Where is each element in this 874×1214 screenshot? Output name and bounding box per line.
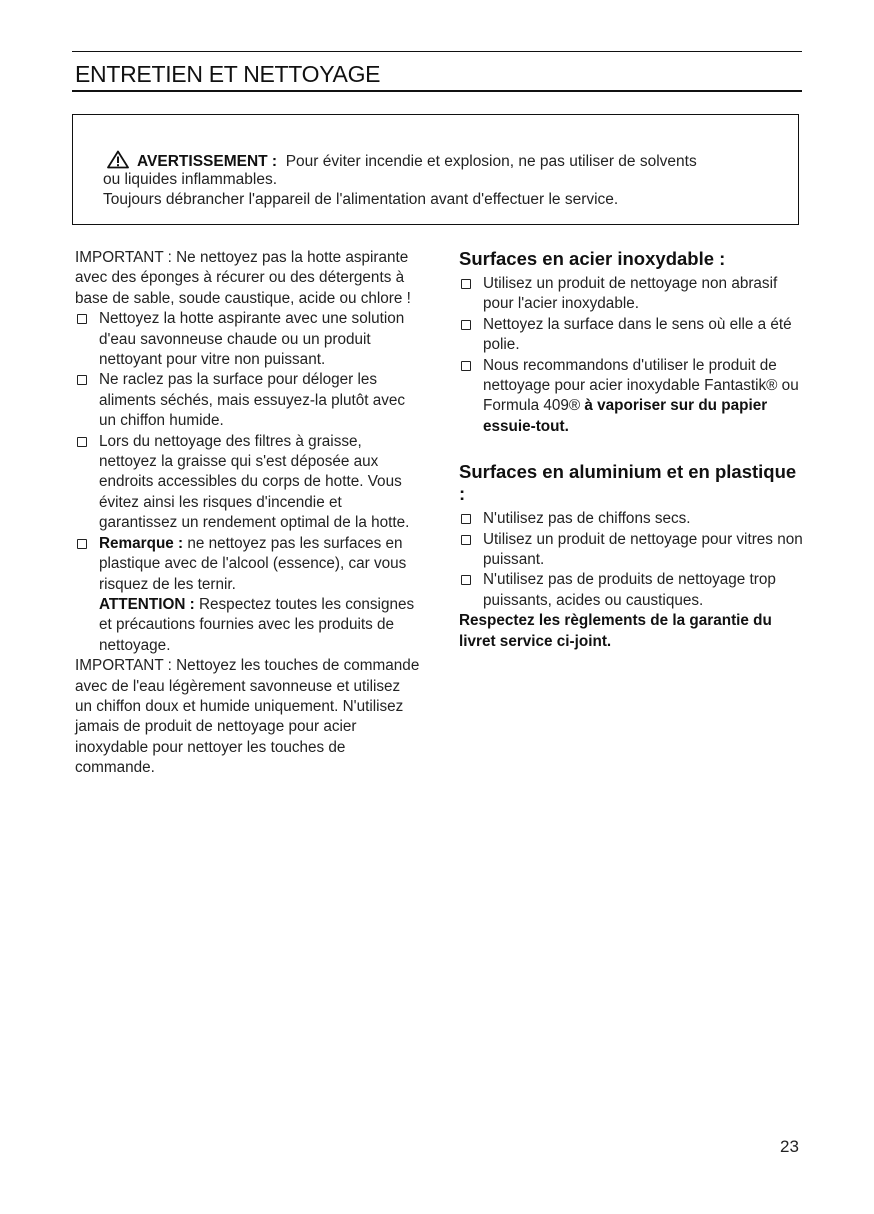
remark-text: ne nettoyez pas les surfaces en plastique avec de l'alcool (essence), car vous risquez de les ternir. [99, 534, 407, 593]
warning-box [72, 114, 799, 225]
checkbox-icon [77, 437, 87, 447]
checkbox-icon [461, 361, 471, 371]
remark-label: Remarque : [99, 534, 184, 552]
bullet-text: Lors du nettoyage des filtres à graisse, nettoyez la graisse qui s'est déposée aux endroits accessibles du corps de hotte. Vous évitez ainsi les risques d'incendie et garantissez un rendement optimal de la hotte. [99, 432, 410, 532]
bullet-item [459, 274, 804, 315]
page-title: ENTRETIEN ET NETTOYAGE [75, 61, 381, 87]
attention-label: ATTENTION : [99, 595, 195, 613]
checkbox-icon [77, 314, 87, 324]
checkbox-icon [461, 514, 471, 524]
bullet-item [75, 370, 420, 431]
bullet-text: Utilisez un produit de nettoyage pour vitres non puissant. [483, 530, 803, 569]
page-number: 23 [780, 1137, 799, 1156]
checkbox-icon [461, 320, 471, 330]
aluminium-heading: Surfaces en aluminium et en plastique : [459, 461, 797, 505]
steel-bullet-list [459, 274, 804, 437]
checkbox-icon [461, 535, 471, 545]
warning-line-3: Toujours débrancher l'appareil de l'alimentation avant d'effectuer le service. [103, 191, 619, 208]
bullet-item [75, 309, 420, 370]
bullet-text: Nettoyez la surface dans le sens où elle a été polie. [483, 315, 792, 354]
aluminium-bullet-list [459, 509, 804, 611]
bullet-item [459, 315, 804, 356]
bullet-text: Ne raclez pas la surface pour déloger les aliments séchés, mais essuyez-la plutôt avec un chiffon humide. [99, 371, 406, 430]
warning-label: AVERTISSEMENT : [137, 153, 278, 170]
steel-heading: Surfaces en acier inoxydable : [459, 248, 726, 269]
checkbox-icon [77, 539, 87, 549]
bullet-item [459, 530, 804, 571]
important-paragraph-1: IMPORTANT : Ne nettoyez pas la hotte aspirante avec des éponges à récurer ou des détergents à base de sable, soude caustique, acide ou chlore ! [75, 249, 411, 307]
header-bottom-rule [72, 90, 802, 92]
bullet-text: Utilisez un produit de nettoyage non abrasif pour l'acier inoxydable. [483, 275, 778, 313]
bullet-item [459, 570, 804, 611]
bullet-text: Nettoyez la hotte aspirante avec une solution d'eau savonneuse chaude ou un produit nettoyant pour vitre non puissant. [99, 310, 405, 369]
warning-text-1: Pour éviter incendie et explosion, ne pas utiliser de solvents [285, 153, 697, 170]
bullet-item-remark [75, 534, 420, 595]
warranty-note: Respectez les règlements de la garantie du livret service ci-joint. [459, 612, 772, 650]
bullet-item [459, 356, 804, 438]
bullet-text: N'utilisez pas de chiffons secs. [483, 510, 691, 528]
checkbox-icon [77, 375, 87, 385]
bullet-item [75, 432, 420, 534]
checkbox-icon [461, 279, 471, 289]
attention-text: Respectez toutes les consignes et précautions fournies avec les produits de nettoyage. [99, 595, 415, 654]
header-top-rule [72, 51, 802, 52]
checkbox-icon [461, 575, 471, 585]
attention-paragraph [75, 595, 420, 656]
right-column [459, 248, 804, 652]
warning-line-2: ou liquides inflammables. [103, 171, 278, 188]
bullet-item [459, 509, 804, 529]
left-column [75, 248, 420, 779]
bullet-bold-text: à vaporiser sur du papier essuie-tout. [483, 397, 768, 435]
bullet-text: Nous recommandons d'utiliser le produit de nettoyage pour acier inoxydable Fantastik® ou Formula 409® [483, 356, 799, 415]
bullet-text: N'utilisez pas de produits de nettoyage trop puissants, acides ou caustiques. [483, 571, 776, 609]
important-paragraph-2: IMPORTANT : Nettoyez les touches de commande avec de l'eau légèrement savonneuse et utilisez un chiffon doux et humide uniquement. N'utilisez jamais de produit de nettoyage pour acier inoxydable pour nettoyer les touches de commande. [75, 657, 420, 777]
cleaning-bullet-list [75, 309, 420, 595]
